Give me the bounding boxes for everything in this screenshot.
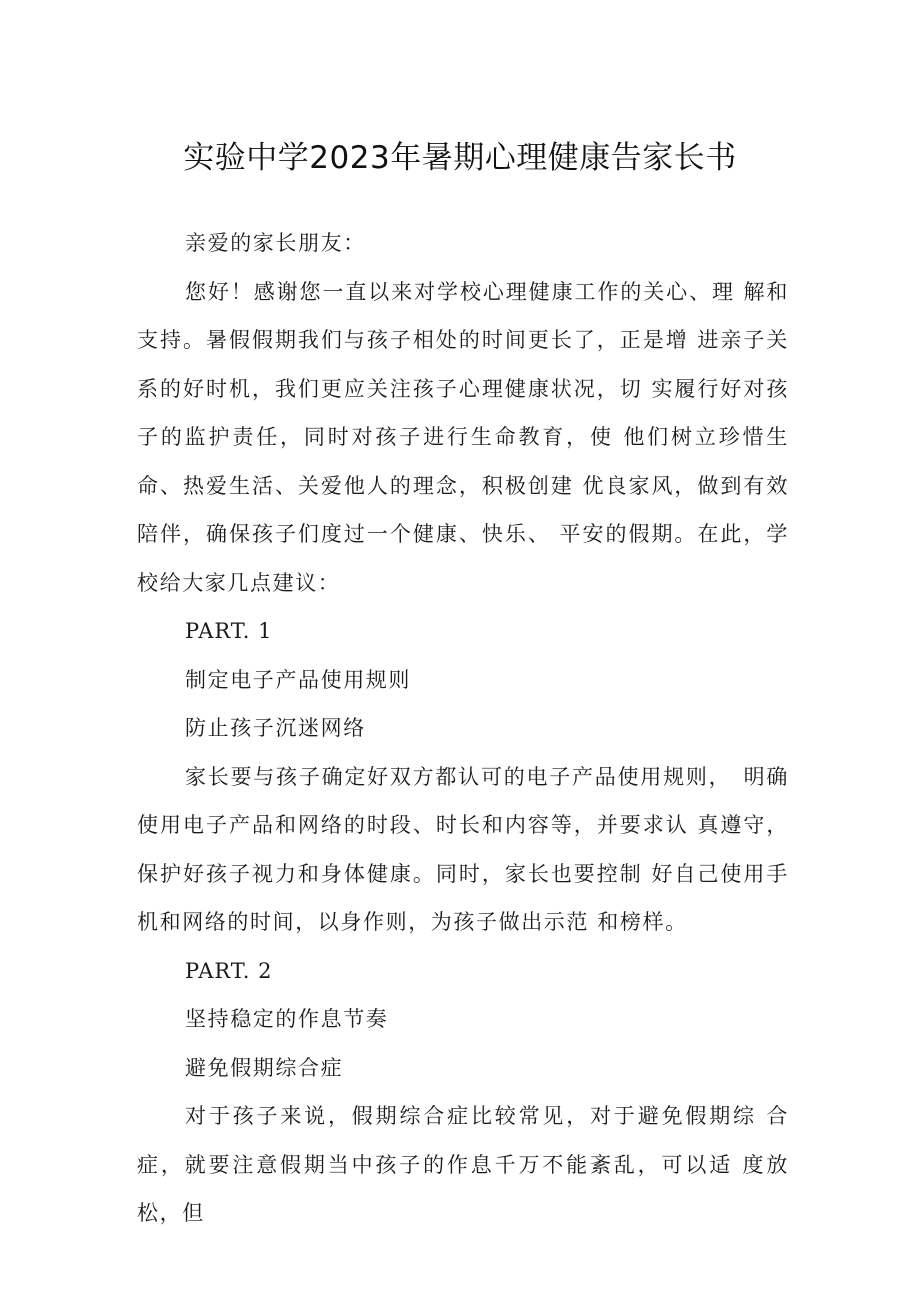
part-1-subheading: 防止孩子沉迷网络 (185, 716, 366, 740)
part-2-paragraph: 对于孩子来说，假期综合症比较常见，对于避免假期综 合症，就要注意假期当中孩子的作息千万不能紊乱，可以适 度放松，但 (137, 1104, 789, 1225)
part-2-subheading: 避免假期综合症 (185, 1055, 344, 1080)
document-title: 实验中学2023年暑期心理健康告家长书 (183, 140, 737, 176)
salutation: 亲爱的家长朋友： (185, 231, 366, 255)
part-1-label: PART. 1 (185, 619, 273, 643)
part-1-paragraph: 家长要与孩子确定好双方都认可的电子产品使用规则， 明确使用电子产品和网络的时段、时长和内容等，并要求认 真遵守，保护好孩子视力和身体健康。同时，家长也要控制 好自己使用手机和网络的时间，以身作则，为孩子做出示范 和榜样。 (137, 764, 789, 934)
part-1-heading: 制定电子产品使用规则 (185, 667, 411, 692)
part-2-label: PART. 2 (185, 958, 273, 983)
document-body (137, 219, 789, 1238)
part-2-heading: 坚持稳定的作息节奏 (185, 1007, 389, 1031)
intro-paragraph: 您好！感谢您一直以来对学校心理健康工作的关心、理 解和支持。暑假假期我们与孩子相处的时间更长了，正是增 进亲子关系的好时机，我们更应关注孩子心理健康状况，切 实履行好对孩子的监护责任，同时对孩子进行生命教育，使 他们树立珍惜生命、热爱生活、关爱他人的理念，积极创建 优良家风，做到有效陪伴，确保孩子们度过一个健康、快乐、 平安的假期。在此，学校给大家几点建议： (137, 279, 789, 595)
